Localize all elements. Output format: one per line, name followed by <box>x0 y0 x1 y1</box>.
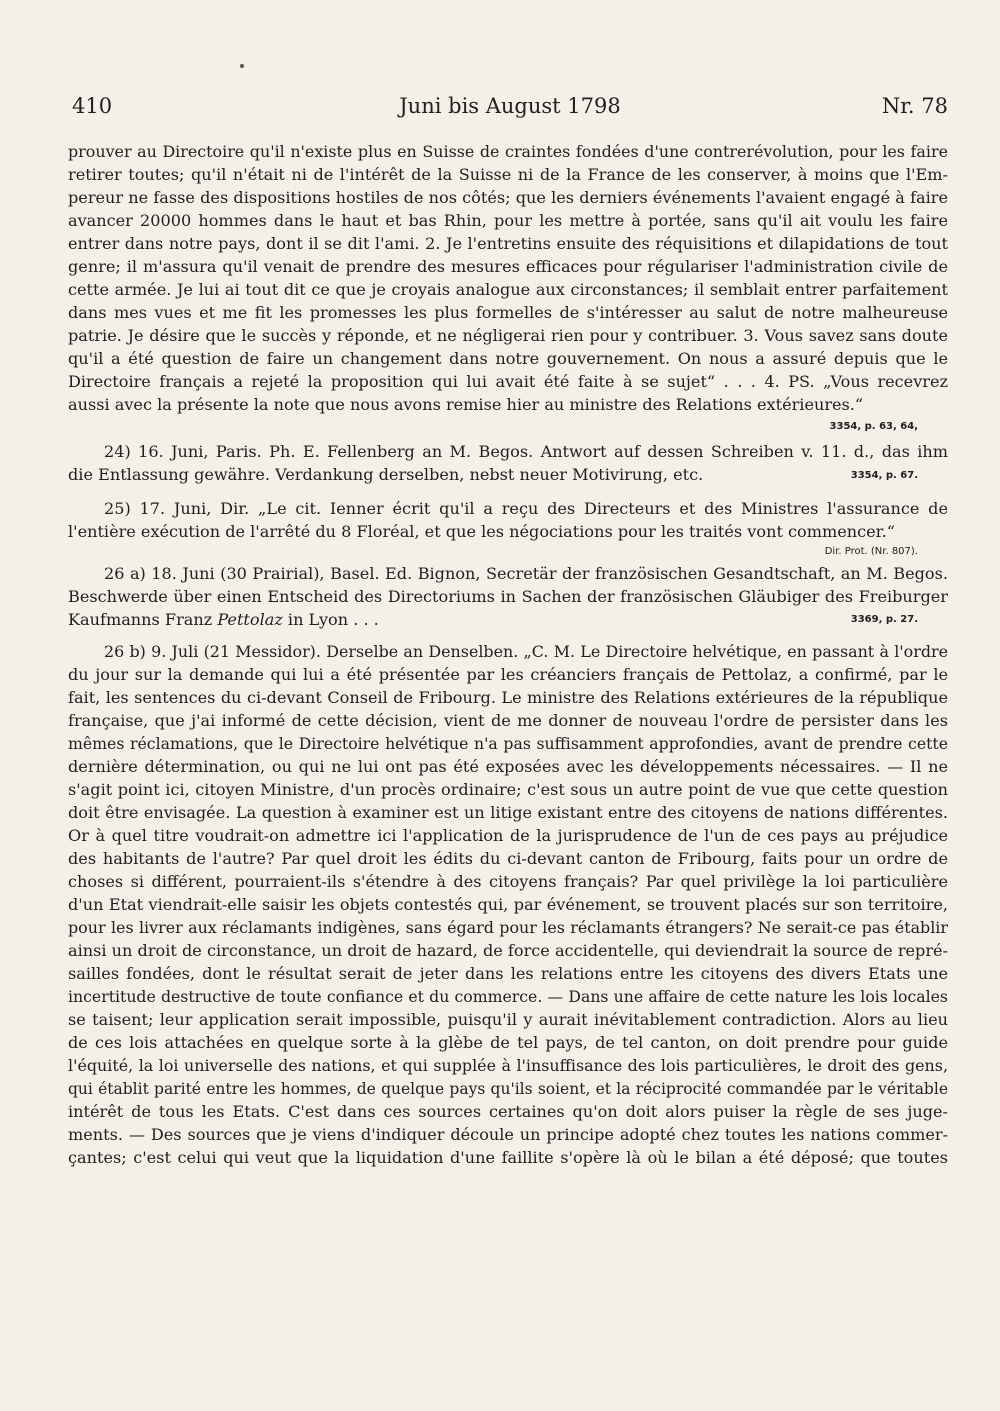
archive-reference: Dir. Prot. (Nr. 807). <box>824 546 918 557</box>
entry-24-line: die Entlassung gewähre. Verdankung derselben, nebst neuer Motivirung, etc. <box>68 465 704 484</box>
entry-26a-line: 26 a) 18. Juni (30 Prairial), Basel. Ed. Bignon, Secretär der französischen Gesandtschaft, an M. Begos. <box>104 564 948 583</box>
entry-26b-line: Or à quel titre voudrait-on admettre ici l'application de la jurisprudence de l'un de ces pays au préjudice <box>68 826 948 845</box>
entry-26a-line: Kaufmanns Franz Pettolaz in Lyon . . . <box>68 610 379 629</box>
text-line: patrie. Je désire que le succès y réponde, et ne négligerai rien pour y contribuer. 3. Vous savez sans doute <box>68 326 948 345</box>
print-speck <box>240 64 244 68</box>
entry-26b-line: doit être envisagée. La question à examiner est un litige existant entre des citoyens de nations différentes. <box>68 803 948 822</box>
entry-26b-line: 26 b) 9. Juli (21 Messidor). Derselbe an Denselben. „C. M. Le Directoire helvétique, en passant à l'ordre <box>104 642 948 661</box>
text-line: prouver au Directoire qu'il n'existe plus en Suisse de craintes fondées d'une contrerévolution, pour les faire <box>68 142 948 161</box>
archive-reference: 3354, p. 63, 64, <box>829 421 918 432</box>
entry-26b-line: ainsi un droit de circonstance, un droit de hazard, de force accidentelle, qui deviendrait la source de repré- <box>68 941 948 960</box>
document-number: Nr. 78 <box>881 94 948 118</box>
entry-25-line: 25) 17. Juni, Dir. „Le cit. Ienner écrit qu'il a reçu des Directeurs et des Ministres l'assurance de <box>104 499 948 518</box>
text-line: pereur ne fasse des dispositions hostiles de nos côtés; que les derniers événements l'avaient engagé à faire <box>68 188 948 207</box>
page-number: 410 <box>72 94 113 118</box>
text-line: aussi avec la présente la note que nous avons remise hier au ministre des Relations extérieures.“ <box>68 395 864 414</box>
entry-26b-line: sailles fondées, dont le résultat serait de jeter dans les relations entre les citoyens des divers Etats une <box>68 964 948 983</box>
entry-26b-line: du jour sur la demande qui lui a été présentée par les créanciers français de Pettolaz, a confirmé, par le <box>68 665 948 684</box>
entry-25-line: l'entière exécution de l'arrêté du 8 Floréal, et que les négociations pour les traités vont commencer.“ <box>68 522 895 541</box>
entry-26b-line: mêmes réclamations, que le Directoire helvétique n'a pas suffisamment approfondies, avant de prendre cette <box>68 734 948 753</box>
entry-26a-line: Beschwerde über einen Entscheid des Directoriums in Sachen der französischen Gläubiger des Freiburger <box>68 587 948 606</box>
entry-26b-line: de ces lois attachées en quelque sorte à la glèbe de tel pays, de tel canton, on doit prendre pour guide <box>68 1033 948 1052</box>
entry-26b-line: dernière détermination, ou qui ne lui ont pas été exposées avec les développements nécessaires. — Il ne <box>68 757 948 776</box>
text-line: Directoire français a rejeté la proposition qui lui avait été faite à se sujet“ . . . 4. PS. „Vous recevrez <box>68 372 948 391</box>
entry-26b-line: des habitants de l'autre? Par quel droit les édits du ci-devant canton de Fribourg, faits pour un ordre de <box>68 849 948 868</box>
entry-26b-line: pour les livrer aux réclamants indigènes, sans égard pour les réclamants étrangers? Ne serait-ce pas établir <box>68 918 948 937</box>
archive-reference: 3369, p. 27. <box>850 614 918 625</box>
entry-24-line: 24) 16. Juni, Paris. Ph. E. Fellenberg an M. Begos. Antwort auf dessen Schreiben v. 11. d., das ihm <box>104 442 948 461</box>
entry-26b-line: qui établit parité entre les hommes, de quelque pays qu'ils soient, et la réciprocité commandée par le véritable <box>68 1080 948 1098</box>
text-line: avancer 20000 hommes dans le haut et bas Rhin, pour les mettre à portée, sans qu'il ait voulu les faire <box>68 211 948 230</box>
text-line: dans mes vues et me fit les promesses les plus formelles de s'intéresser au salut de notre malheureuse <box>68 303 948 322</box>
running-title: Juni bis August 1798 <box>399 94 621 118</box>
entry-26b-line: l'équité, la loi universelle des nations, et qui supplée à l'insuffisance des lois particulières, le droit des gens, <box>68 1056 948 1075</box>
entry-26b-line: française, que j'ai informé de cette décision, vient de me donner de nouveau l'ordre de persister dans les <box>68 711 948 730</box>
running-header <box>72 94 948 128</box>
text-line: qu'il a été question de faire un changement dans notre gouvernement. On nous a assuré depuis que le <box>68 349 948 368</box>
entry-26b-line: intérêt de tous les Etats. C'est dans ces sources certaines qu'on doit alors puiser la règle de ses juge- <box>68 1102 948 1121</box>
entry-26b-line: s'agit point ici, citoyen Ministre, d'un procès ordinaire; c'est sous un autre point de vue que cette question <box>68 780 948 799</box>
entry-26b-line: d'un Etat viendrait-elle saisir les objets contestés qui, par événement, se trouvent placés sur son territoire, <box>68 895 948 914</box>
entry-26b-line: choses si différent, pourraient-ils s'étendre à des citoyens français? Par quel privilège la loi particulière <box>68 872 948 891</box>
text-line: genre; il m'assura qu'il venait de prendre des mesures efficaces pour régulariser l'administration civile de <box>68 257 948 276</box>
entry-26b-line: se taisent; leur application serait impossible, puisqu'il y aurait inévitablement contradiction. Alors au lieu <box>68 1010 948 1029</box>
entry-26b-line: incertitude destructive de toute confiance et du commerce. — Dans une affaire de cette nature les lois locales <box>68 987 948 1006</box>
entry-26b-line: fait, les sentences du ci-devant Conseil de Fribourg. Le ministre des Relations extérieures de la république <box>68 688 948 707</box>
entry-26b-line: ments. — Des sources que je viens d'indiquer découle un principe adopté chez toutes les nations commer- <box>68 1125 948 1144</box>
text-line: cette armée. Je lui ai tout dit ce que je croyais analogue aux circonstances; il semblait entrer parfaitement <box>68 280 948 299</box>
entry-26b-line: çantes; c'est celui qui veut que la liquidation d'une faillite s'opère là où le bilan a été déposé; que toutes <box>68 1148 948 1167</box>
text-line: retirer toutes; qu'il n'était ni de l'intérêt de la Suisse ni de la France de les conserver, à moins que l'Em- <box>68 165 948 184</box>
archive-reference: 3354, p. 67. <box>850 470 918 481</box>
emphasized-name: Pettolaz <box>217 610 283 629</box>
text-line: entrer dans notre pays, dont il se dit l'ami. 2. Je l'entretins ensuite des réquisitions et dilapidations de tout <box>68 234 948 253</box>
